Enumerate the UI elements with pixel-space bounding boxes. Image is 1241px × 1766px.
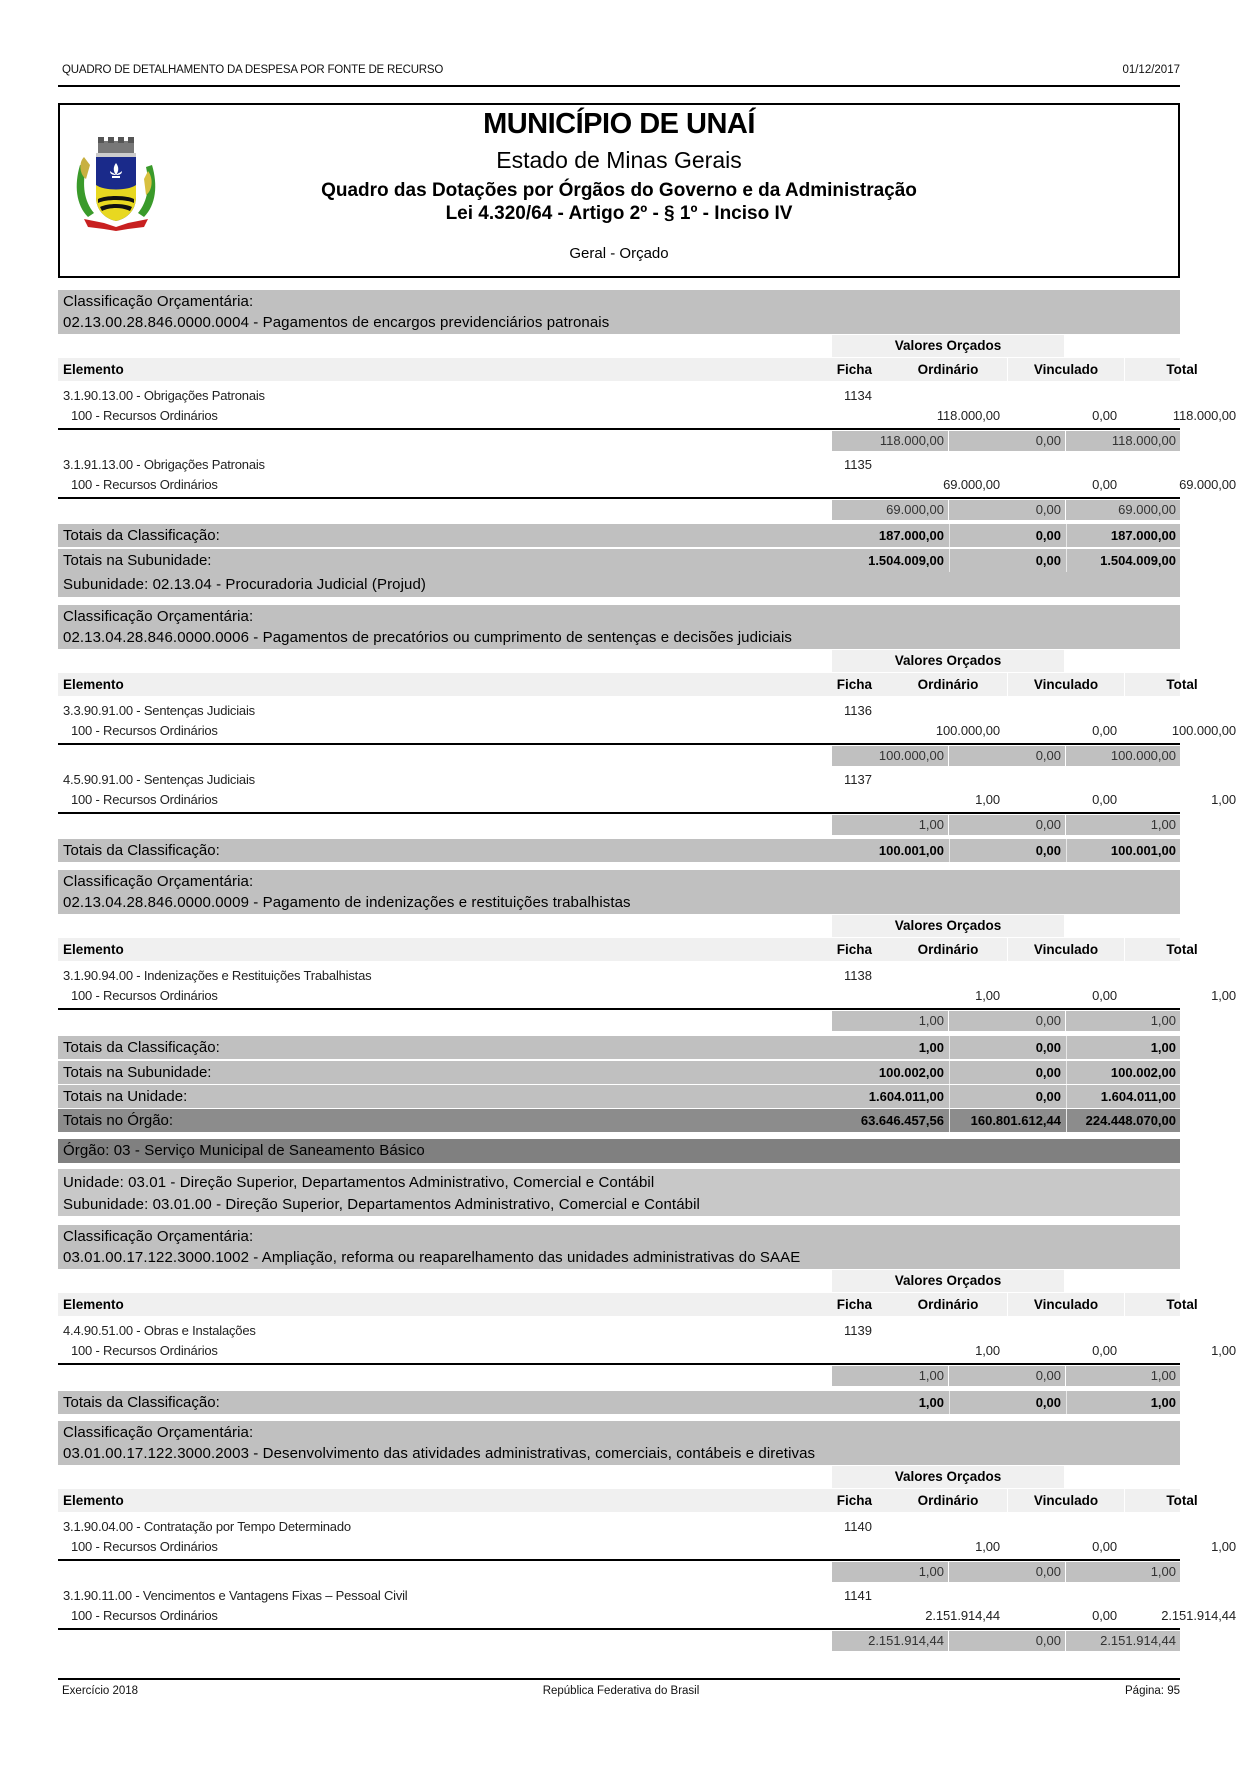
ficha-number: 1140 bbox=[844, 1519, 872, 1534]
total-total: 1,00 bbox=[1066, 1391, 1180, 1414]
totals-classificacao-row bbox=[58, 1036, 1180, 1059]
col-ordinario: Ordinário bbox=[917, 1297, 979, 1312]
page-header bbox=[62, 62, 1180, 82]
total-total: 100.001,00 bbox=[1066, 839, 1180, 862]
resource-source: 100 - Recursos Ordinários bbox=[71, 408, 218, 423]
row-divider bbox=[58, 1363, 1180, 1365]
ficha-number: 1138 bbox=[844, 968, 872, 983]
col-total: Total bbox=[1124, 358, 1239, 381]
footer-divider bbox=[58, 1678, 1180, 1680]
ficha-number: 1134 bbox=[844, 388, 872, 403]
value-vinculado: 0,00 bbox=[1092, 1608, 1117, 1623]
total-total: 100.002,00 bbox=[1066, 1061, 1180, 1084]
col-elemento: Elemento bbox=[63, 1493, 124, 1508]
valores-orcados-header: Valores Orçados bbox=[832, 1466, 1064, 1488]
totals-label: Totais na Subunidade: bbox=[63, 1064, 212, 1081]
column-header-row bbox=[58, 1489, 1198, 1512]
total-vinculado: 0,00 bbox=[949, 1391, 1065, 1414]
total-total: 1,00 bbox=[1066, 1036, 1180, 1059]
valores-orcados-header: Valores Orçados bbox=[832, 335, 1064, 357]
col-vinculado: Vinculado bbox=[1007, 358, 1124, 381]
total-vinculado: 0,00 bbox=[949, 1061, 1065, 1084]
column-header-row bbox=[58, 673, 1198, 696]
resource-source: 100 - Recursos Ordinários bbox=[71, 1343, 218, 1358]
item-subtotal bbox=[832, 1631, 1180, 1651]
total-vinculado: 160.801.612,44 bbox=[949, 1109, 1065, 1132]
table-row bbox=[58, 968, 1236, 1012]
value-ordinario: 100.000,00 bbox=[935, 723, 1000, 738]
row-divider bbox=[58, 1559, 1180, 1561]
col-ficha: Ficha bbox=[836, 1297, 872, 1312]
value-total: 1,00 bbox=[1211, 988, 1236, 1003]
state-subtitle: Estado de Minas Gerais bbox=[496, 147, 742, 173]
col-total: Total bbox=[1124, 673, 1239, 696]
scope-label: Geral - Orçado bbox=[569, 245, 669, 262]
total-ordinario: 1,00 bbox=[918, 1040, 944, 1055]
col-vinculado: Vinculado bbox=[1007, 1293, 1124, 1316]
element-desc: 3.1.90.04.00 - Contratação por Tempo Determinado bbox=[63, 1519, 351, 1534]
totals-label: Totais da Classificação: bbox=[63, 527, 220, 544]
classification-code: 03.01.00.17.122.3000.2003 - Desenvolvimento das atividades administrativas, comerciais, contábeis e diretivas bbox=[63, 1445, 816, 1462]
subtotal-ordinario: 118.000,00 bbox=[832, 431, 948, 451]
subtotal-ordinario: 1,00 bbox=[832, 1562, 948, 1582]
col-vinculado: Vinculado bbox=[1007, 938, 1124, 961]
table-row bbox=[58, 457, 1236, 501]
col-elemento: Elemento bbox=[63, 1297, 124, 1312]
resource-source: 100 - Recursos Ordinários bbox=[71, 723, 218, 738]
exercise-year: Exercício 2018 bbox=[62, 1685, 139, 1697]
total-ordinario: 100.002,00 bbox=[878, 1065, 944, 1080]
col-total: Total bbox=[1124, 938, 1239, 961]
totals-classificacao-row bbox=[58, 524, 1180, 547]
col-ficha: Ficha bbox=[836, 1493, 872, 1508]
element-desc: 3.1.91.13.00 - Obrigações Patronais bbox=[63, 457, 265, 472]
ficha-number: 1136 bbox=[844, 703, 872, 718]
subtotal-vinculado: 0,00 bbox=[949, 1631, 1065, 1651]
col-elemento: Elemento bbox=[63, 362, 124, 377]
row-divider bbox=[58, 1628, 1180, 1630]
totals-label: Totais na Subunidade: bbox=[63, 552, 212, 569]
element-desc: 4.4.90.51.00 - Obras e Instalações bbox=[63, 1323, 256, 1338]
classification-label: Classificação Orçamentária: bbox=[63, 293, 254, 310]
valores-orcados-header: Valores Orçados bbox=[832, 915, 1064, 937]
value-total: 1,00 bbox=[1211, 1343, 1236, 1358]
column-header-row bbox=[58, 358, 1198, 381]
total-ordinario: 63.646.457,56 bbox=[860, 1113, 944, 1128]
table-row bbox=[58, 703, 1236, 747]
col-ordinario: Ordinário bbox=[917, 362, 979, 377]
row-divider bbox=[58, 1008, 1180, 1010]
table-row bbox=[58, 1519, 1236, 1563]
resource-source: 100 - Recursos Ordinários bbox=[71, 988, 218, 1003]
total-vinculado: 0,00 bbox=[949, 524, 1065, 547]
total-ordinario: 1.604.011,00 bbox=[868, 1089, 944, 1104]
ficha-number: 1137 bbox=[844, 772, 872, 787]
col-ficha: Ficha bbox=[836, 942, 872, 957]
law-reference: Lei 4.320/64 - Artigo 2º - § 1º - Inciso IV bbox=[445, 203, 793, 224]
value-total: 1,00 bbox=[1211, 1539, 1236, 1554]
totals-label: Totais da Classificação: bbox=[63, 842, 220, 859]
unidade-band bbox=[58, 1169, 1180, 1216]
subtotal-vinculado: 0,00 bbox=[949, 1562, 1065, 1582]
subtotal-ordinario: 2.151.914,44 bbox=[832, 1631, 948, 1651]
classification-band bbox=[58, 290, 1180, 334]
total-vinculado: 0,00 bbox=[949, 549, 1065, 572]
resource-source: 100 - Recursos Ordinários bbox=[71, 1608, 218, 1623]
classification-code: 03.01.00.17.122.3000.1002 - Ampliação, reforma ou reaparelhamento das unidades administrativas do SAAE bbox=[63, 1249, 801, 1266]
value-total: 2.151.914,44 bbox=[1161, 1608, 1236, 1623]
totals-unidade-row bbox=[58, 1085, 1180, 1108]
col-ficha: Ficha bbox=[836, 362, 872, 377]
value-total: 69.000,00 bbox=[1179, 477, 1236, 492]
country-label: República Federativa do Brasil bbox=[542, 1685, 700, 1697]
subtotal-ordinario: 1,00 bbox=[832, 815, 948, 835]
total-ordinario: 1,00 bbox=[918, 1395, 944, 1410]
subtotal-ordinario: 1,00 bbox=[832, 1366, 948, 1386]
totals-classificacao-row bbox=[58, 839, 1180, 862]
total-vinculado: 0,00 bbox=[949, 1085, 1065, 1108]
subtotal-total: 69.000,00 bbox=[1066, 500, 1180, 520]
totals-subunidade-row bbox=[58, 1061, 1180, 1084]
total-vinculado: 0,00 bbox=[949, 839, 1065, 862]
classification-label: Classificação Orçamentária: bbox=[63, 1228, 254, 1245]
value-vinculado: 0,00 bbox=[1092, 1539, 1117, 1554]
value-ordinario: 1,00 bbox=[975, 1343, 1000, 1358]
ficha-number: 1141 bbox=[844, 1588, 872, 1603]
table-row bbox=[58, 1323, 1236, 1367]
element-desc: 4.5.90.91.00 - Sentenças Judiciais bbox=[63, 772, 255, 787]
header-divider bbox=[58, 85, 1180, 87]
subtotal-vinculado: 0,00 bbox=[949, 1011, 1065, 1031]
total-vinculado: 0,00 bbox=[949, 1036, 1065, 1059]
col-vinculado: Vinculado bbox=[1007, 1489, 1124, 1512]
value-ordinario: 1,00 bbox=[975, 1539, 1000, 1554]
totals-label: Totais na Unidade: bbox=[63, 1088, 188, 1105]
report-name: Quadro das Dotações por Órgãos do Governo e da Administração bbox=[321, 180, 917, 201]
total-ordinario: 1.504.009,00 bbox=[868, 553, 944, 568]
report-date: 01/12/2017 bbox=[1122, 64, 1180, 76]
column-header-row bbox=[58, 938, 1198, 961]
value-ordinario: 118.000,00 bbox=[936, 408, 1000, 423]
classification-label: Classificação Orçamentária: bbox=[63, 608, 254, 625]
total-ordinario: 100.001,00 bbox=[878, 843, 944, 858]
element-desc: 3.1.90.94.00 - Indenizações e Restituições Trabalhistas bbox=[63, 968, 372, 983]
value-vinculado: 0,00 bbox=[1092, 408, 1117, 423]
subtotal-ordinario: 100.000,00 bbox=[832, 746, 948, 766]
totals-classificacao-row bbox=[58, 1391, 1180, 1414]
col-ordinario: Ordinário bbox=[917, 942, 979, 957]
municipality-title: MUNICÍPIO DE UNAÍ bbox=[483, 108, 755, 140]
subtotal-total: 1,00 bbox=[1066, 1366, 1180, 1386]
element-desc: 3.3.90.91.00 - Sentenças Judiciais bbox=[63, 703, 255, 718]
totals-orgao-row bbox=[58, 1109, 1180, 1132]
ficha-number: 1135 bbox=[844, 457, 872, 472]
value-vinculado: 0,00 bbox=[1092, 988, 1117, 1003]
classification-band bbox=[58, 1421, 1180, 1465]
report-title: QUADRO DE DETALHAMENTO DA DESPESA POR FONTE DE RECURSO bbox=[62, 64, 444, 76]
item-subtotal bbox=[832, 1011, 1180, 1031]
row-divider bbox=[58, 743, 1180, 745]
classification-label: Classificação Orçamentária: bbox=[63, 1424, 254, 1441]
table-row bbox=[58, 1588, 1236, 1632]
classification-label: Classificação Orçamentária: bbox=[63, 873, 254, 890]
value-ordinario: 1,00 bbox=[975, 792, 1000, 807]
value-vinculado: 0,00 bbox=[1092, 1343, 1117, 1358]
value-vinculado: 0,00 bbox=[1092, 792, 1117, 807]
total-total: 224.448.070,00 bbox=[1066, 1109, 1180, 1132]
col-elemento: Elemento bbox=[63, 942, 124, 957]
value-total: 100.000,00 bbox=[1171, 723, 1236, 738]
table-row bbox=[58, 772, 1236, 816]
total-total: 1.604.011,00 bbox=[1066, 1085, 1180, 1108]
subtotal-total: 1,00 bbox=[1066, 1011, 1180, 1031]
classification-band bbox=[58, 605, 1180, 649]
item-subtotal bbox=[832, 815, 1180, 835]
totals-subunidade-row bbox=[58, 549, 1180, 572]
col-vinculado: Vinculado bbox=[1007, 673, 1124, 696]
totals-label: Totais no Órgão: bbox=[63, 1112, 174, 1129]
element-desc: 3.1.90.13.00 - Obrigações Patronais bbox=[63, 388, 265, 403]
classification-code: 02.13.04.28.846.0000.0006 - Pagamentos de precatórios ou cumprimento de sentenças e decisões judiciais bbox=[63, 629, 792, 646]
total-ordinario: 187.000,00 bbox=[878, 528, 944, 543]
item-subtotal bbox=[832, 431, 1180, 451]
value-ordinario: 1,00 bbox=[975, 988, 1000, 1003]
col-total: Total bbox=[1124, 1489, 1239, 1512]
row-divider bbox=[58, 428, 1180, 430]
element-desc: 3.1.90.11.00 - Vencimentos e Vantagens Fixas – Pessoal Civil bbox=[63, 1588, 408, 1603]
value-ordinario: 2.151.914,44 bbox=[925, 1608, 1000, 1623]
table-row bbox=[58, 388, 1236, 432]
item-subtotal bbox=[832, 500, 1180, 520]
value-vinculado: 0,00 bbox=[1092, 723, 1117, 738]
item-subtotal bbox=[832, 1562, 1180, 1582]
valores-orcados-header: Valores Orçados bbox=[832, 1270, 1064, 1292]
title-box bbox=[58, 103, 1180, 278]
totals-label: Totais da Classificação: bbox=[63, 1039, 220, 1056]
item-subtotal bbox=[832, 1366, 1180, 1386]
row-divider bbox=[58, 497, 1180, 499]
subtotal-ordinario: 69.000,00 bbox=[832, 500, 948, 520]
classification-band bbox=[58, 870, 1180, 914]
col-ordinario: Ordinário bbox=[917, 677, 979, 692]
col-ficha: Ficha bbox=[836, 677, 872, 692]
subunidade-label: Subunidade: 03.01.00 - Direção Superior, Departamentos Administrativo, Comercial e Contábil bbox=[63, 1196, 700, 1213]
unidade-label: Unidade: 03.01 - Direção Superior, Departamentos Administrativo, Comercial e Contábil bbox=[63, 1174, 655, 1191]
page-number: Página: 95 bbox=[1125, 1685, 1180, 1697]
subunidade-label: Subunidade: 02.13.04 - Procuradoria Judicial (Projud) bbox=[63, 576, 427, 593]
classification-code: 02.13.00.28.846.0000.0004 - Pagamentos de encargos previdenciários patronais bbox=[63, 314, 610, 331]
resource-source: 100 - Recursos Ordinários bbox=[71, 477, 218, 492]
value-vinculado: 0,00 bbox=[1092, 477, 1117, 492]
column-header-row bbox=[58, 1293, 1198, 1316]
ficha-number: 1139 bbox=[844, 1323, 872, 1338]
total-total: 187.000,00 bbox=[1066, 524, 1180, 547]
subtotal-vinculado: 0,00 bbox=[949, 500, 1065, 520]
orgao-band bbox=[58, 1139, 1180, 1163]
classification-code: 02.13.04.28.846.0000.0009 - Pagamento de indenizações e restituições trabalhistas bbox=[63, 894, 631, 911]
orgao-label: Órgão: 03 - Serviço Municipal de Saneamento Básico bbox=[63, 1142, 425, 1159]
subtotal-ordinario: 1,00 bbox=[832, 1011, 948, 1031]
row-divider bbox=[58, 812, 1180, 814]
col-elemento: Elemento bbox=[63, 677, 124, 692]
subtotal-vinculado: 0,00 bbox=[949, 431, 1065, 451]
subtotal-vinculado: 0,00 bbox=[949, 1366, 1065, 1386]
subtotal-total: 100.000,00 bbox=[1066, 746, 1180, 766]
subtotal-total: 2.151.914,44 bbox=[1066, 1631, 1180, 1651]
subtotal-vinculado: 0,00 bbox=[949, 746, 1065, 766]
resource-source: 100 - Recursos Ordinários bbox=[71, 792, 218, 807]
totals-label: Totais da Classificação: bbox=[63, 1394, 220, 1411]
subunidade-band bbox=[58, 572, 1180, 597]
classification-band bbox=[58, 1225, 1180, 1269]
col-total: Total bbox=[1124, 1293, 1239, 1316]
subtotal-total: 1,00 bbox=[1066, 1562, 1180, 1582]
subtotal-total: 1,00 bbox=[1066, 815, 1180, 835]
subtotal-vinculado: 0,00 bbox=[949, 815, 1065, 835]
valores-orcados-header: Valores Orçados bbox=[832, 650, 1064, 672]
total-total: 1.504.009,00 bbox=[1066, 549, 1180, 572]
value-total: 118.000,00 bbox=[1172, 408, 1236, 423]
value-ordinario: 69.000,00 bbox=[943, 477, 1000, 492]
subtotal-total: 118.000,00 bbox=[1066, 431, 1180, 451]
item-subtotal bbox=[832, 746, 1180, 766]
col-ordinario: Ordinário bbox=[917, 1493, 979, 1508]
value-total: 1,00 bbox=[1211, 792, 1236, 807]
resource-source: 100 - Recursos Ordinários bbox=[71, 1539, 218, 1554]
